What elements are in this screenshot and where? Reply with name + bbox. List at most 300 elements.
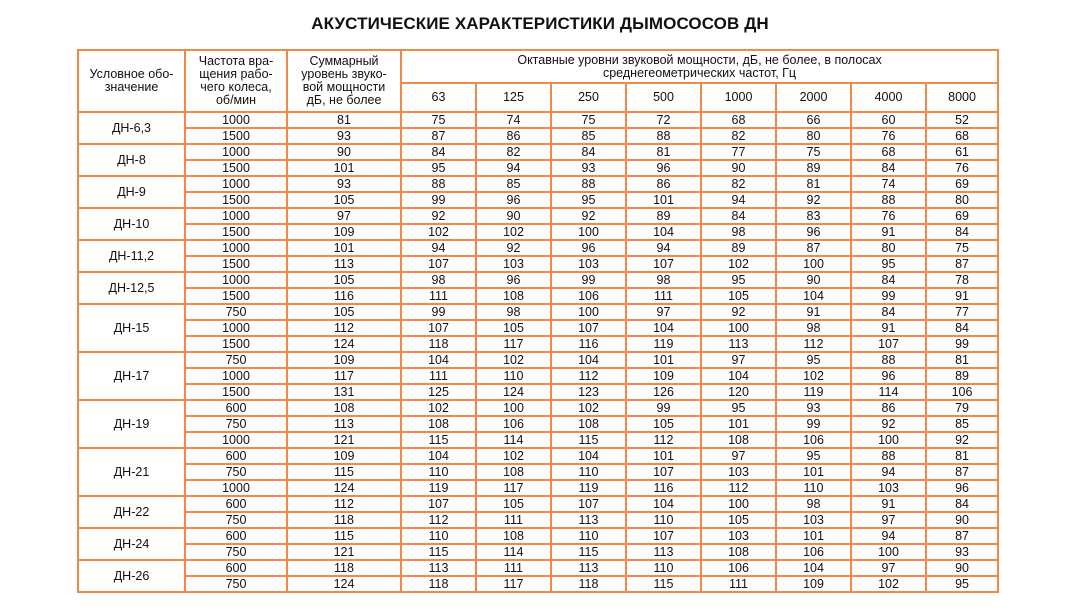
rpm-cell: 1500 — [185, 256, 287, 272]
page-title: АКУСТИЧЕСКИЕ ХАРАКТЕРИСТИКИ ДЫМОСОСОВ ДН — [311, 14, 769, 33]
total-level-cell: 81 — [287, 112, 401, 128]
total-level-cell: 112 — [287, 496, 401, 512]
table-row — [78, 576, 998, 592]
band-level-cell: 74 — [851, 176, 926, 192]
band-level-cell: 87 — [776, 240, 851, 256]
total-level-cell: 118 — [287, 560, 401, 576]
band-level-cell: 107 — [401, 256, 476, 272]
band-level-cell: 99 — [551, 272, 626, 288]
band-level-cell: 103 — [701, 528, 776, 544]
band-level-cell: 93 — [551, 160, 626, 176]
band-level-cell: 112 — [626, 432, 701, 448]
band-level-cell: 101 — [776, 464, 851, 480]
band-level-cell: 119 — [401, 480, 476, 496]
table-row — [78, 448, 998, 464]
band-level-cell: 112 — [776, 336, 851, 352]
rpm-cell: 1500 — [185, 384, 287, 400]
header-total: Суммарный уровень звуко-вой мощности дБ, не более — [287, 50, 401, 112]
band-level-cell: 103 — [551, 256, 626, 272]
band-level-cell: 93 — [776, 400, 851, 416]
band-level-cell: 107 — [626, 528, 701, 544]
total-level-cell: 101 — [287, 160, 401, 176]
band-level-cell: 52 — [926, 112, 998, 128]
band-level-cell: 91 — [851, 224, 926, 240]
band-level-cell: 89 — [926, 368, 998, 384]
rpm-cell: 600 — [185, 528, 287, 544]
band-level-cell: 87 — [401, 128, 476, 144]
band-level-cell: 88 — [626, 128, 701, 144]
band-level-cell: 81 — [626, 144, 701, 160]
band-level-cell: 108 — [476, 528, 551, 544]
band-level-cell: 99 — [851, 288, 926, 304]
band-level-cell: 107 — [626, 464, 701, 480]
band-level-cell: 98 — [476, 304, 551, 320]
model-cell: ДН-17 — [78, 352, 185, 400]
band-level-cell: 102 — [776, 368, 851, 384]
band-level-cell: 104 — [776, 560, 851, 576]
band-level-cell: 105 — [476, 320, 551, 336]
band-level-cell: 100 — [851, 432, 926, 448]
band-level-cell: 93 — [926, 544, 998, 560]
band-level-cell: 113 — [626, 544, 701, 560]
band-level-cell: 98 — [701, 224, 776, 240]
band-level-cell: 110 — [776, 480, 851, 496]
band-level-cell: 94 — [851, 464, 926, 480]
band-level-cell: 98 — [776, 496, 851, 512]
band-level-cell: 100 — [551, 224, 626, 240]
table-row — [78, 560, 998, 576]
band-level-cell: 100 — [476, 400, 551, 416]
band-level-cell: 96 — [551, 240, 626, 256]
band-level-cell: 123 — [551, 384, 626, 400]
table-row — [78, 496, 998, 512]
table-row — [78, 288, 998, 304]
band-level-cell: 86 — [626, 176, 701, 192]
band-level-cell: 97 — [701, 448, 776, 464]
band-level-cell: 110 — [476, 368, 551, 384]
band-level-cell: 120 — [701, 384, 776, 400]
band-level-cell: 117 — [476, 336, 551, 352]
band-level-cell: 99 — [776, 416, 851, 432]
total-level-cell: 105 — [287, 192, 401, 208]
band-level-cell: 119 — [626, 336, 701, 352]
total-level-cell: 124 — [287, 480, 401, 496]
band-level-cell: 102 — [401, 224, 476, 240]
table-row — [78, 240, 998, 256]
band-level-cell: 104 — [701, 368, 776, 384]
table-row — [78, 304, 998, 320]
band-level-cell: 110 — [401, 528, 476, 544]
total-level-cell: 108 — [287, 400, 401, 416]
band-level-cell: 108 — [701, 432, 776, 448]
band-level-cell: 101 — [626, 192, 701, 208]
total-level-cell: 109 — [287, 224, 401, 240]
rpm-cell: 1000 — [185, 368, 287, 384]
band-level-cell: 98 — [401, 272, 476, 288]
rpm-cell: 600 — [185, 560, 287, 576]
band-level-cell: 88 — [851, 192, 926, 208]
band-level-cell: 107 — [851, 336, 926, 352]
band-level-cell: 119 — [776, 384, 851, 400]
band-level-cell: 102 — [401, 400, 476, 416]
band-level-cell: 102 — [551, 400, 626, 416]
band-level-cell: 103 — [776, 512, 851, 528]
model-cell: ДН-10 — [78, 208, 185, 240]
model-cell: ДН-8 — [78, 144, 185, 176]
band-level-cell: 109 — [776, 576, 851, 592]
total-level-cell: 115 — [287, 464, 401, 480]
band-level-cell: 104 — [401, 448, 476, 464]
total-level-cell: 131 — [287, 384, 401, 400]
band-level-cell: 107 — [401, 320, 476, 336]
model-cell: ДН-26 — [78, 560, 185, 592]
header-freq-125: 125 — [476, 83, 551, 112]
band-level-cell: 96 — [476, 192, 551, 208]
table-row — [78, 272, 998, 288]
band-level-cell: 94 — [401, 240, 476, 256]
band-level-cell: 97 — [701, 352, 776, 368]
rpm-cell: 1000 — [185, 320, 287, 336]
band-level-cell: 102 — [851, 576, 926, 592]
band-level-cell: 94 — [476, 160, 551, 176]
band-level-cell: 84 — [851, 160, 926, 176]
band-level-cell: 92 — [401, 208, 476, 224]
rpm-cell: 1500 — [185, 160, 287, 176]
band-level-cell: 105 — [701, 512, 776, 528]
band-level-cell: 82 — [701, 128, 776, 144]
table-row — [78, 192, 998, 208]
rpm-cell: 1000 — [185, 176, 287, 192]
table-row — [78, 336, 998, 352]
table-row — [78, 208, 998, 224]
total-level-cell: 121 — [287, 544, 401, 560]
rpm-cell: 1000 — [185, 112, 287, 128]
band-level-cell: 97 — [626, 304, 701, 320]
band-level-cell: 80 — [851, 240, 926, 256]
band-level-cell: 72 — [626, 112, 701, 128]
band-level-cell: 84 — [551, 144, 626, 160]
table-row — [78, 176, 998, 192]
total-level-cell: 113 — [287, 256, 401, 272]
band-level-cell: 94 — [701, 192, 776, 208]
band-level-cell: 100 — [851, 544, 926, 560]
band-level-cell: 77 — [926, 304, 998, 320]
rpm-cell: 1500 — [185, 128, 287, 144]
band-level-cell: 84 — [701, 208, 776, 224]
band-level-cell: 118 — [401, 336, 476, 352]
band-level-cell: 81 — [926, 448, 998, 464]
band-level-cell: 95 — [851, 256, 926, 272]
band-level-cell: 60 — [851, 112, 926, 128]
band-level-cell: 88 — [401, 176, 476, 192]
band-level-cell: 92 — [851, 416, 926, 432]
band-level-cell: 75 — [926, 240, 998, 256]
band-level-cell: 95 — [776, 352, 851, 368]
table-row — [78, 544, 998, 560]
band-level-cell: 100 — [776, 256, 851, 272]
total-level-cell: 101 — [287, 240, 401, 256]
table-row — [78, 320, 998, 336]
rpm-cell: 750 — [185, 352, 287, 368]
table-row — [78, 112, 998, 128]
band-level-cell: 104 — [626, 496, 701, 512]
band-level-cell: 110 — [551, 464, 626, 480]
band-level-cell: 80 — [776, 128, 851, 144]
band-level-cell: 75 — [551, 112, 626, 128]
band-level-cell: 97 — [851, 560, 926, 576]
band-level-cell: 90 — [926, 512, 998, 528]
band-level-cell: 98 — [626, 272, 701, 288]
band-level-cell: 82 — [476, 144, 551, 160]
band-level-cell: 96 — [926, 480, 998, 496]
header-rpm: Частота вра-щения рабо-чего колеса, об/мин — [185, 50, 287, 112]
band-level-cell: 89 — [776, 160, 851, 176]
rpm-cell: 750 — [185, 464, 287, 480]
total-level-cell: 105 — [287, 272, 401, 288]
band-level-cell: 95 — [926, 576, 998, 592]
band-level-cell: 106 — [701, 560, 776, 576]
table-row — [78, 224, 998, 240]
band-level-cell: 84 — [926, 496, 998, 512]
header-freq-4000: 4000 — [851, 83, 926, 112]
band-level-cell: 92 — [476, 240, 551, 256]
header-freq-63: 63 — [401, 83, 476, 112]
band-level-cell: 104 — [626, 320, 701, 336]
band-level-cell: 110 — [626, 512, 701, 528]
band-level-cell: 98 — [776, 320, 851, 336]
band-level-cell: 92 — [776, 192, 851, 208]
band-level-cell: 87 — [926, 464, 998, 480]
total-level-cell: 117 — [287, 368, 401, 384]
model-cell: ДН-12,5 — [78, 272, 185, 304]
band-level-cell: 100 — [701, 496, 776, 512]
band-level-cell: 95 — [551, 192, 626, 208]
band-level-cell: 111 — [476, 560, 551, 576]
band-level-cell: 84 — [401, 144, 476, 160]
band-level-cell: 126 — [626, 384, 701, 400]
total-level-cell: 113 — [287, 416, 401, 432]
model-cell: ДН-22 — [78, 496, 185, 528]
model-cell: ДН-15 — [78, 304, 185, 352]
band-level-cell: 78 — [926, 272, 998, 288]
rpm-cell: 600 — [185, 400, 287, 416]
band-level-cell: 84 — [851, 272, 926, 288]
band-level-cell: 68 — [926, 128, 998, 144]
band-level-cell: 111 — [701, 576, 776, 592]
band-level-cell: 95 — [401, 160, 476, 176]
band-level-cell: 102 — [476, 352, 551, 368]
band-level-cell: 94 — [626, 240, 701, 256]
band-level-cell: 107 — [401, 496, 476, 512]
header-freq-1000: 1000 — [701, 83, 776, 112]
model-cell: ДН-24 — [78, 528, 185, 560]
band-level-cell: 90 — [926, 560, 998, 576]
band-level-cell: 89 — [626, 208, 701, 224]
band-level-cell: 116 — [551, 336, 626, 352]
model-cell: ДН-9 — [78, 176, 185, 208]
band-level-cell: 101 — [626, 448, 701, 464]
band-level-cell: 68 — [701, 112, 776, 128]
band-level-cell: 68 — [851, 144, 926, 160]
band-level-cell: 104 — [551, 352, 626, 368]
band-level-cell: 69 — [926, 208, 998, 224]
band-level-cell: 111 — [401, 368, 476, 384]
band-level-cell: 99 — [626, 400, 701, 416]
acoustic-table — [77, 49, 999, 593]
band-level-cell: 112 — [701, 480, 776, 496]
band-level-cell: 108 — [476, 464, 551, 480]
table-row — [78, 160, 998, 176]
band-level-cell: 110 — [401, 464, 476, 480]
band-level-cell: 81 — [776, 176, 851, 192]
band-level-cell: 83 — [776, 208, 851, 224]
band-level-cell: 105 — [476, 496, 551, 512]
band-level-cell: 119 — [551, 480, 626, 496]
band-level-cell: 91 — [851, 320, 926, 336]
band-level-cell: 107 — [551, 496, 626, 512]
band-level-cell: 102 — [476, 448, 551, 464]
rpm-cell: 600 — [185, 448, 287, 464]
band-level-cell: 109 — [626, 368, 701, 384]
band-level-cell: 105 — [626, 416, 701, 432]
band-level-cell: 103 — [476, 256, 551, 272]
header-freq-8000: 8000 — [926, 83, 998, 112]
model-cell: ДН-21 — [78, 448, 185, 496]
header-model: Условное обо-значение — [78, 50, 185, 112]
band-level-cell: 101 — [776, 528, 851, 544]
band-level-cell: 112 — [401, 512, 476, 528]
band-level-cell: 95 — [776, 448, 851, 464]
band-level-cell: 110 — [551, 528, 626, 544]
band-level-cell: 115 — [401, 432, 476, 448]
rpm-cell: 750 — [185, 416, 287, 432]
total-level-cell: 115 — [287, 528, 401, 544]
band-level-cell: 125 — [401, 384, 476, 400]
rpm-cell: 1000 — [185, 480, 287, 496]
band-level-cell: 100 — [701, 320, 776, 336]
band-level-cell: 108 — [401, 416, 476, 432]
header-octave: Октавные уровни звуковой мощности, дБ, не более, в полосах среднегеометрических частот, Гц — [401, 50, 998, 83]
rpm-cell: 1000 — [185, 272, 287, 288]
band-level-cell: 88 — [851, 448, 926, 464]
total-level-cell: 124 — [287, 336, 401, 352]
total-level-cell: 116 — [287, 288, 401, 304]
band-level-cell: 85 — [926, 416, 998, 432]
band-level-cell: 92 — [701, 304, 776, 320]
table-row — [78, 400, 998, 416]
table-row — [78, 128, 998, 144]
band-level-cell: 118 — [401, 576, 476, 592]
total-level-cell: 109 — [287, 352, 401, 368]
band-level-cell: 95 — [701, 272, 776, 288]
rpm-cell: 1000 — [185, 144, 287, 160]
band-level-cell: 86 — [476, 128, 551, 144]
rpm-cell: 1000 — [185, 240, 287, 256]
band-level-cell: 88 — [551, 176, 626, 192]
band-level-cell: 102 — [476, 224, 551, 240]
band-level-cell: 90 — [476, 208, 551, 224]
band-level-cell: 81 — [926, 352, 998, 368]
band-level-cell: 76 — [851, 128, 926, 144]
band-level-cell: 79 — [926, 400, 998, 416]
band-level-cell: 99 — [926, 336, 998, 352]
model-cell: ДН-19 — [78, 400, 185, 448]
band-level-cell: 75 — [401, 112, 476, 128]
band-level-cell: 106 — [926, 384, 998, 400]
band-level-cell: 99 — [401, 192, 476, 208]
band-level-cell: 89 — [701, 240, 776, 256]
total-level-cell: 124 — [287, 576, 401, 592]
band-level-cell: 107 — [551, 320, 626, 336]
table-row — [78, 464, 998, 480]
band-level-cell: 107 — [626, 256, 701, 272]
table-row — [78, 480, 998, 496]
band-level-cell: 69 — [926, 176, 998, 192]
band-level-cell: 84 — [926, 224, 998, 240]
total-level-cell: 93 — [287, 128, 401, 144]
band-level-cell: 115 — [626, 576, 701, 592]
band-level-cell: 115 — [551, 544, 626, 560]
band-level-cell: 86 — [851, 400, 926, 416]
band-level-cell: 84 — [926, 320, 998, 336]
band-level-cell: 117 — [476, 576, 551, 592]
band-level-cell: 102 — [701, 256, 776, 272]
band-level-cell: 76 — [851, 208, 926, 224]
header-freq-250: 250 — [551, 83, 626, 112]
band-level-cell: 104 — [626, 224, 701, 240]
rpm-cell: 600 — [185, 496, 287, 512]
band-level-cell: 118 — [551, 576, 626, 592]
band-level-cell: 100 — [551, 304, 626, 320]
table-row — [78, 512, 998, 528]
total-level-cell: 112 — [287, 320, 401, 336]
band-level-cell: 97 — [851, 512, 926, 528]
band-level-cell: 101 — [701, 416, 776, 432]
band-level-cell: 115 — [551, 432, 626, 448]
header-freq-2000: 2000 — [776, 83, 851, 112]
model-cell: ДН-6,3 — [78, 112, 185, 144]
table-row — [78, 384, 998, 400]
band-level-cell: 85 — [476, 176, 551, 192]
total-level-cell: 105 — [287, 304, 401, 320]
rpm-cell: 750 — [185, 544, 287, 560]
band-level-cell: 104 — [401, 352, 476, 368]
band-level-cell: 96 — [626, 160, 701, 176]
model-cell: ДН-11,2 — [78, 240, 185, 272]
band-level-cell: 117 — [476, 480, 551, 496]
band-level-cell: 90 — [701, 160, 776, 176]
band-level-cell: 92 — [551, 208, 626, 224]
band-level-cell: 112 — [551, 368, 626, 384]
total-level-cell: 93 — [287, 176, 401, 192]
band-level-cell: 96 — [851, 368, 926, 384]
band-level-cell: 124 — [476, 384, 551, 400]
rpm-cell: 1500 — [185, 288, 287, 304]
band-level-cell: 101 — [626, 352, 701, 368]
band-level-cell: 91 — [851, 496, 926, 512]
table-row — [78, 352, 998, 368]
rpm-cell: 750 — [185, 512, 287, 528]
rpm-cell: 750 — [185, 576, 287, 592]
band-level-cell: 91 — [776, 304, 851, 320]
band-level-cell: 113 — [701, 336, 776, 352]
band-level-cell: 96 — [776, 224, 851, 240]
band-level-cell: 82 — [701, 176, 776, 192]
rpm-cell: 1500 — [185, 192, 287, 208]
band-level-cell: 113 — [401, 560, 476, 576]
band-level-cell: 87 — [926, 256, 998, 272]
band-level-cell: 88 — [851, 352, 926, 368]
